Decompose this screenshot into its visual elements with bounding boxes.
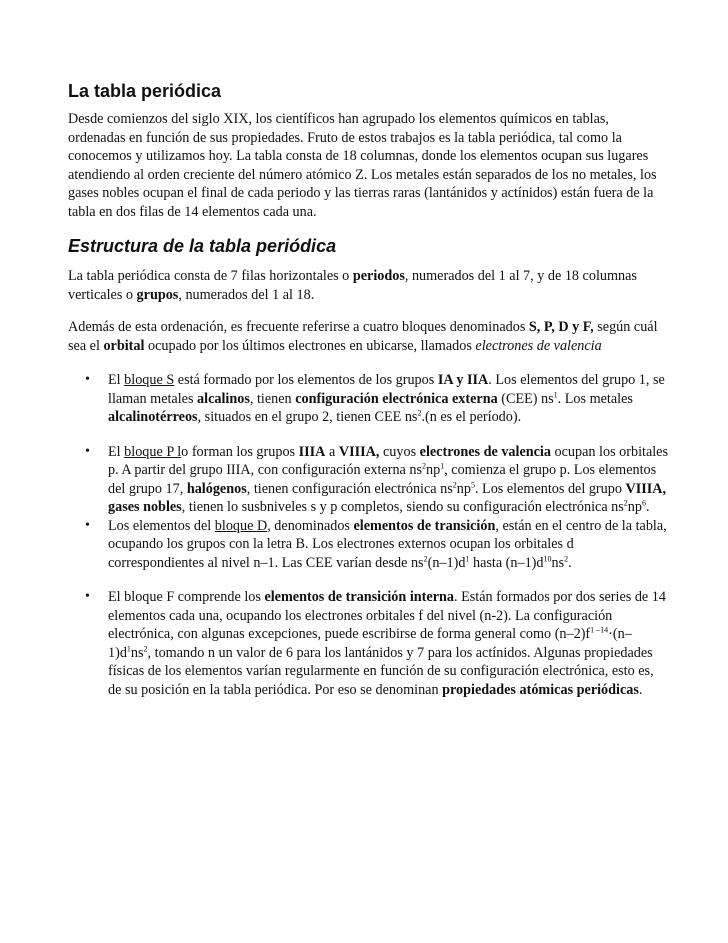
document-page bbox=[68, 80, 668, 699]
page-title: La tabla periódica bbox=[68, 81, 222, 101]
list-item-block-p: • El bloque P lo forman los grupos IIIA a VIIIA, cuyos electrones de valencia ocupan los orbitales p. A partir del grupo IIIA, con configuración externa $ns^2np^1$, comienza el grupo p. Los elementos del grupo 17, halógenos, tienen configuración electrónica $ns^2np^5$. Los elementos del grupo VIIIA, gases nobles, tienen lo susbniveles s y p completos, siendo su configuración electrónica $ns^2np^6$. bbox=[85, 443, 669, 515]
bullet-icon: • bbox=[85, 589, 90, 604]
bullet-icon: • bbox=[85, 372, 90, 387]
link-bloque-d[interactable]: bloque D bbox=[214, 517, 268, 534]
periods-groups-paragraph: La tabla periódica consta de 7 filas horizontales o periodos, numerados del 1 al 7, y de 18 columnas verticales o grupos, numerados del 1 al 18. bbox=[68, 268, 637, 303]
bullet-icon: • bbox=[85, 517, 90, 533]
list-item-block-s: • El bloque S está formado por los elementos de los grupos IA y IIA. Los elementos del grupo 1, se llaman metales alcalinos, tienen configuración electrónica externa (CEE) $ns^1$. Los metales alcalinotérreos, situados en el grupo 2, tienen CEE $ns^2.(n$ es el período). bbox=[85, 372, 665, 425]
intro-paragraph: Desde comienzos del siglo XIX, los científicos han agrupado los elementos químicos en tablas, ordenadas en función de sus propiedades. Fruto de estos trabajos es la tabla periódica, tal como la conocemos y utilizamos hoy. La tabla consta de 18 columnas, donde los elementos ocupan sus lugares atendiendo al orden creciente del número atómico Z. Los metales están separados de los no metales, los gases nobles ocupan el final de cada periodo y las tierras raras (lantánidos y actínidos) están fuera de la tabla en dos filas de 14 elementos cada una. bbox=[68, 111, 657, 220]
section-heading: Estructura de la tabla periódica bbox=[68, 236, 337, 256]
link-bloque-s[interactable]: bloque S bbox=[124, 372, 175, 388]
list-item-block-d: • Los elementos del bloque D, denominados elementos de transición, están en el centro de la tabla, ocupando los grupos con la letra B. Los electrones externos ocupan los orbitales d correspondientes al nivel n–1. Las CEE varían desde $ns^2(n-1)d^1$ hasta $(n-1)d^{10}ns^2$. bbox=[85, 517, 667, 571]
list-item-block-f: • El bloque F comprende los elementos de transición interna. Están formados por dos series de 14 elementos cada una, ocupando los electrones orbitales f del nivel (n-2). La configuración electrónica, con algunas excepciones, puede escribirse de forma general como $(n-2)f^{1 -14}\cdot(n-1)d^1ns^2$, tomando n un valor de 6 para los lantánidos y 7 para los actínidos. Algunas propiedades físicas de los elementos varían regularmente en función de su configuración electrónica, esto es, de su posición en la tabla periódica. Por eso se denominan propiedades atómicas periódicas. bbox=[85, 589, 666, 698]
link-bloque-p[interactable]: bloque P l bbox=[124, 443, 182, 460]
blocks-paragraph: Además de esta ordenación, es frecuente referirse a cuatro bloques denominados S, P, D y F, según cuál sea el orbital ocupado por los últimos electrones en ubicarse, llamados electrones de valencia bbox=[68, 319, 658, 354]
blocks-list bbox=[68, 371, 668, 699]
bullet-icon: • bbox=[85, 443, 90, 459]
